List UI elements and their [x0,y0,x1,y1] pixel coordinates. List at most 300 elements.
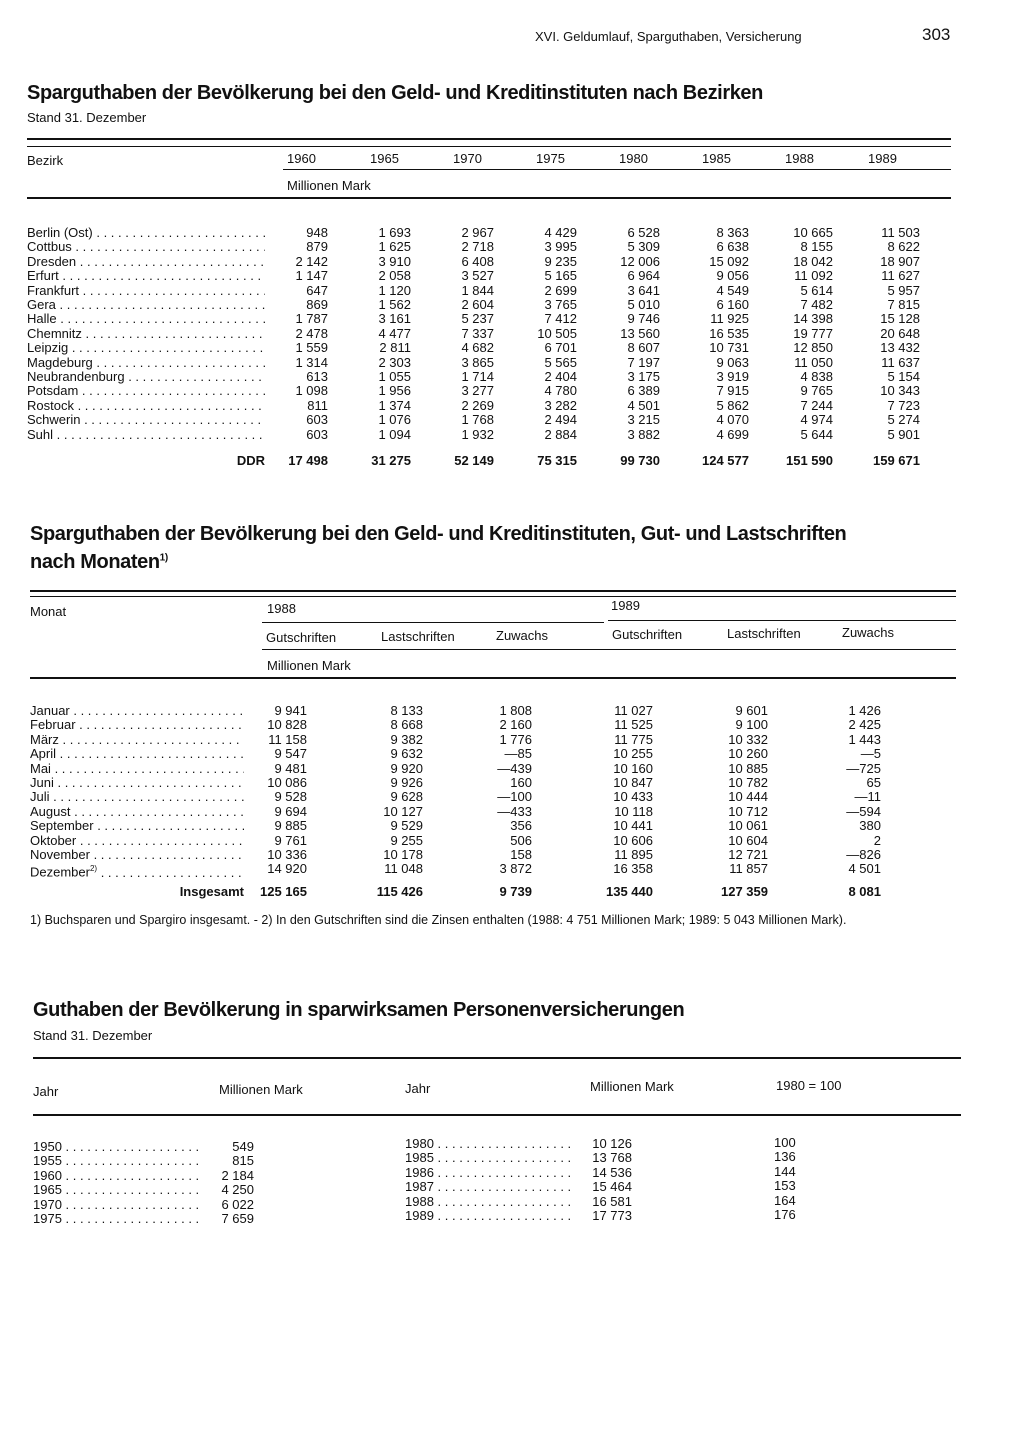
table3-year: 1960 . . . [33,1169,198,1183]
table1-row-label: Berlin (Ost) . . . [27,226,265,240]
table1-row-label: Rostock . . . [27,399,265,413]
table2-cell: 1 426 [848,703,881,718]
table3-year: 1970 . . . [33,1198,198,1212]
table2-year-1989: 1989 [611,598,640,613]
table2-cell: —439 [497,760,532,776]
table2-cell: 9 941 [274,703,307,718]
table2-cell: 9 761 [274,832,307,848]
table2-cell: 10 847 [613,775,653,791]
table2-1989-rule [608,620,956,621]
table1-label-column [27,226,265,442]
table2-cell: —594 [846,803,881,819]
table1-row-label: Erfurt . . . [27,269,265,283]
table2-title-line1: Sparguthaben der Bevölkerung bei den Geld- und Kreditinstituten, Gut- und Lastschriften [30,523,847,545]
table2-top-rule [30,590,956,592]
table1-cell: 603 [306,426,328,442]
table1-cell: 869 [306,297,328,313]
table1-cell: 9 056 [716,268,749,284]
table1-year-header: 1989 [868,151,897,166]
table2-cell: 10 712 [728,803,768,819]
table2-cell: 10 828 [267,717,307,733]
table2-row-label [30,704,244,718]
table3-index: 100 [774,1135,796,1150]
table1-cell: 1 562 [378,297,411,313]
table2-row-label [30,747,244,761]
table1-cell: 11 925 [710,311,749,327]
table1-cell: 10 505 [537,325,577,341]
table1-cell: 5 901 [887,426,920,442]
table2-cell: —100 [497,789,532,805]
table2-subheader: Lastschriften [381,629,455,644]
table2-cell: 9 628 [390,789,423,805]
table3-value: 14 536 [592,1164,632,1180]
table2-cell: 2 160 [499,717,532,733]
table3-year: 1955 . . . [33,1154,198,1168]
table1-cell: 5 274 [887,412,920,428]
table1-cell: 8 363 [716,225,749,240]
table1-cell: 1 147 [295,268,328,284]
table1-row-label: Potsdam . . . [27,384,265,398]
table1-cell: 879 [306,239,328,255]
table1-cell: 5 237 [461,311,494,327]
table1-cell: 1 094 [378,426,411,442]
table2-month: Januar [30,704,70,718]
table2-cell: 10 118 [614,803,653,819]
table1-value-column [659,226,749,442]
table1-bezirk-header: Bezirk [27,153,64,168]
table3-year: 1950 . . . [33,1140,198,1154]
table2-cell: 9 529 [390,818,423,834]
table1-cell: 14 398 [793,311,833,327]
table2-cell: —5 [860,746,881,762]
table1-cell: 5 309 [627,239,660,255]
table2-cell: 16 358 [613,861,653,877]
table2-cell: 11 857 [729,861,768,877]
table1-cell: 6 528 [627,225,660,240]
table1-cell: 603 [306,412,328,428]
table2-cell: 10 782 [728,775,768,791]
table2-subheader: Zuwachs [842,625,895,640]
table1-total-cell: 31 275 [371,453,411,468]
table3-year: 1986 . . . [405,1166,575,1180]
table1-value-column [404,226,494,442]
table1-cell: 1 956 [378,383,411,399]
table1-cell: 10 731 [709,340,749,356]
table1-row-label: Halle . . . [27,312,265,326]
table1-cell: 3 641 [627,282,660,298]
table3-subtitle: Stand 31. Dezember [33,1028,153,1043]
table2-total-cell: 125 165 [260,884,307,899]
table1-cell: 4 477 [378,325,411,341]
table1-cell: 4 549 [716,282,749,298]
table1-cell: 6 389 [627,383,660,399]
table2-total-cell: 8 081 [848,884,881,899]
table1-cell: 3 527 [461,268,494,284]
table1-cell: 4 070 [716,412,749,428]
table2-month: September [30,819,94,834]
table3-header-bottom-rule [33,1114,961,1116]
table1-cell: 3 995 [544,239,577,255]
table1-row-label: Suhl . . . [27,428,265,442]
table1-value-column [830,226,920,442]
table1-cell: 3 175 [627,369,660,385]
table2-cell: 9 926 [390,775,423,791]
table2-cell: 9 920 [390,760,423,776]
table1-cell: 1 559 [295,340,328,356]
table1-value-column [238,226,328,442]
table2-top-rule-thin [30,596,956,597]
page-number: 303 [922,25,951,44]
table1-cell: 1 787 [295,311,328,327]
table2-cell: 10 260 [728,746,768,762]
table2-total-cell: 115 426 [376,884,423,899]
table1-year-header: 1960 [287,151,316,166]
table1-cell: 8 607 [627,340,660,356]
table1-cell: 4 429 [544,225,577,240]
table1-cell: 1 076 [378,412,411,428]
table2-month-footnote-ref: 2) [89,864,98,874]
table1-cell: 4 974 [800,412,833,428]
table1-cell: 1 844 [461,282,494,298]
table1-cell: 5 614 [800,282,833,298]
table1-value-column [570,226,660,442]
table2-cell: 2 425 [848,717,881,733]
table3-header: Jahr [405,1081,431,1096]
table1-cell: 2 884 [544,426,577,442]
table1-cell: 3 919 [716,369,749,385]
table2-value-column [442,704,532,877]
table1-cell: 7 723 [887,397,920,413]
table1-cell: 11 050 [794,354,833,370]
table1-cell: 2 142 [295,253,328,269]
table2-cell: —11 [854,789,881,805]
table2-value-column [678,704,768,877]
table2-cell: 8 133 [390,703,423,718]
table1-cell: 1 374 [378,397,411,413]
table1-cell: 5 010 [627,297,660,313]
table2-footnote: 1) Buchsparen und Spargiro insgesamt. - 2) In den Gutschriften sind die Zinsen enthalten (1988: 4 751 Millionen Mark; 1989: 5 043 Millionen Mark). [30,913,847,927]
table2-row-label [30,834,244,848]
table2-cell: 10 160 [613,760,653,776]
table1-row-label: Cottbus . . . [27,240,265,254]
table1-cell: 7 915 [716,383,749,399]
table1-cell: 7 337 [461,325,494,341]
table2-cell: 9 528 [274,789,307,805]
table1-total-cell: 99 730 [620,453,660,468]
table3-value: 16 581 [592,1193,632,1209]
table3-index: 153 [774,1178,796,1194]
table1-subtitle: Stand 31. Dezember [27,110,147,125]
table1-cell: 5 862 [716,397,749,413]
table2-month: März [30,732,59,747]
table1-cell: 647 [306,282,328,298]
table2-value-column [333,704,423,877]
table1-cell: 2 967 [461,225,494,240]
table1-row-label: Schwerin . . . [27,413,265,427]
table1-cell: 2 058 [378,268,411,284]
table2-title-text: nach Monaten [30,551,160,573]
table2-unit-rule [262,649,956,650]
table2-1988-rule [262,622,604,623]
table1-unit: Millionen Mark [287,178,371,193]
table3-value: 815 [232,1153,254,1169]
table3-right-value-column [542,1137,632,1223]
table1-cell: 11 627 [881,268,920,284]
table1-top-rule [27,138,951,140]
table2-subheader: Gutschriften [266,630,337,645]
table1-cell: 2 699 [544,282,577,298]
table3-value: 10 126 [592,1136,632,1151]
table1-cell: 1 120 [378,282,411,298]
table1-cell: 8 622 [887,239,920,255]
table1-cell: 4 838 [800,369,833,385]
table2-cell: 160 [510,775,532,791]
table2-cell: —85 [504,746,532,762]
running-header: XVI. Geldumlauf, Sparguthaben, Versicherung [535,29,802,44]
table1-cell: 2 478 [295,325,328,341]
table2-cell: 9 255 [390,832,423,848]
table2-total-cell: 135 440 [606,884,653,899]
table1-cell: 4 682 [461,340,494,356]
table2-cell: 10 604 [728,832,768,848]
table2-cell: 10 127 [383,803,423,819]
table1-cell: 2 811 [379,340,411,356]
table1-row-label: Magdeburg . . . [27,356,265,370]
table2-month: August [30,804,71,819]
table2-cell: 11 158 [268,731,307,747]
table2-cell: 11 775 [614,731,653,747]
table3-year: 1975 . . . [33,1212,198,1226]
table1-total-label: DDR [236,453,265,468]
table2-cell: 11 048 [384,861,423,877]
table1-cell: 2 604 [461,297,494,313]
table2-cell: 10 336 [267,847,307,863]
table1-cell: 1 098 [295,383,328,399]
table2-row-label [30,762,244,776]
table2-cell: 11 525 [614,717,653,733]
table1-cell: 3 865 [461,354,494,370]
table2-year-1988: 1988 [267,601,296,616]
table1-cell: 811 [307,397,328,413]
table2-cell: 10 061 [728,818,768,834]
table3-value: 549 [232,1139,254,1154]
table2-cell: —826 [846,847,881,863]
table1-value-column [321,226,411,442]
table1-cell: 2 404 [544,369,577,385]
table1-cell: 1 693 [378,225,411,240]
table1-cell: 3 161 [378,311,411,327]
table2-row-label [30,805,244,819]
table1-cell: 1 768 [461,412,494,428]
table1-cell: 5 565 [544,354,577,370]
table3-value: 6 022 [221,1196,254,1212]
table1-cell: 4 501 [627,397,660,413]
table2-month: Mai [30,761,51,776]
table3-header: 1980 = 100 [776,1078,842,1093]
table2-cell: 11 027 [614,703,653,718]
table1-cell: 11 503 [881,225,920,240]
table3-index: 136 [774,1149,796,1165]
table2-cell: 9 100 [735,717,768,733]
table2-subheader: Gutschriften [612,627,683,642]
table2-cell: 9 885 [274,818,307,834]
table1-cell: 6 160 [716,297,749,313]
table2-cell: 1 776 [499,731,532,747]
table3-value: 15 464 [592,1179,632,1195]
table1-cell: 4 699 [716,426,749,442]
table1-cell: 11 637 [881,354,920,370]
table1-cell: 12 006 [620,253,660,269]
table1-value-column [487,226,577,442]
table2-cell: —433 [497,803,532,819]
table1-total-cell: 159 671 [873,453,920,468]
table2-subheader: Zuwachs [496,628,549,643]
table2-title-line2 [30,551,168,574]
table1-cell: 2 303 [378,354,411,370]
table3-value: 17 773 [592,1208,632,1224]
table2-month: Dezember [30,864,90,880]
table2-cell: 506 [510,832,532,848]
table2-cell: 10 255 [613,746,653,762]
table1-cell: 2 269 [461,397,494,413]
table2-total-label: Insgesamt [179,884,244,899]
table2-cell: 10 178 [383,847,423,863]
table3-value: 4 250 [221,1182,254,1198]
table1-cell: 5 154 [887,369,920,385]
table2-cell: 10 606 [613,832,653,848]
table2-month: Oktober [30,833,77,848]
table1-year-header: 1975 [536,151,565,166]
table1-cell: 5 957 [887,282,920,298]
table3-year: 1987 . . . [405,1180,575,1194]
table2-cell: 65 [866,775,881,791]
table3-year: 1980 . . . [405,1137,575,1151]
table1-row-label: Dresden . . . [27,255,265,269]
table1-cell: 948 [306,225,328,240]
table1-row-label: Leipzig . . . [27,341,265,355]
table1-total-cell: 52 149 [454,453,494,468]
table2-total-cell: 9 739 [499,884,532,899]
table1-cell: 13 560 [620,325,660,341]
table2-cell: —725 [846,760,881,776]
table1-cell: 1 714 [461,369,494,385]
table1-cell: 7 244 [800,397,833,413]
table1-cell: 15 128 [880,311,920,327]
table1-value-column [743,226,833,442]
table2-cell: 356 [510,818,532,834]
table1-total-cell: 75 315 [537,453,577,468]
table1-cell: 18 907 [880,253,920,269]
table1-cell: 10 665 [793,225,833,240]
table1-year-header: 1980 [619,151,648,166]
table3-value: 7 659 [221,1211,254,1227]
table1-cell: 3 910 [378,253,411,269]
table2-cell: 9 382 [390,731,423,747]
table2-row-label [30,862,244,880]
table2-row-label [30,776,244,790]
table3-index: 176 [774,1207,796,1223]
table1-cell: 7 815 [887,297,920,313]
table2-month: November [30,848,90,863]
table3-header: Millionen Mark [219,1082,303,1097]
table2-cell: 14 920 [267,861,307,877]
table2-row-label [30,790,244,804]
table1-cell: 5 165 [544,268,577,284]
table1-cell: 7 197 [627,354,660,370]
table3-title: Guthaben der Bevölkerung in sparwirksamen Personenversicherungen [33,999,685,1021]
table3-top-rule [33,1057,961,1059]
table1-cell: 9 063 [716,354,749,370]
table1-row-label: Frankfurt . . . [27,284,265,298]
table2-cell: 12 721 [728,847,768,863]
table1-cell: 1 932 [461,426,494,442]
table2-month: Juni [30,776,54,791]
table2-cell: 8 668 [390,717,423,733]
table2-cell: 2 [873,832,881,848]
table1-cell: 3 765 [544,297,577,313]
table1-year-header: 1970 [453,151,482,166]
table2-label-column [30,704,244,880]
table1-cell: 1 055 [378,369,411,385]
table3-index-column [774,1136,834,1222]
table3-year: 1988 . . . [405,1195,575,1209]
table3-left-value-column [164,1140,254,1226]
table1-cell: 3 282 [544,397,577,413]
table2-subheader: Lastschriften [727,626,801,641]
table3-year: 1965 . . . [33,1183,198,1197]
table2-cell: 380 [859,818,881,834]
table3-year: 1985 . . . [405,1151,575,1165]
table1-cell: 7 482 [800,297,833,313]
table1-cell: 6 638 [716,239,749,255]
table2-cell: 1 443 [848,731,881,747]
table1-cell: 6 964 [627,268,660,284]
table1-cell: 13 432 [880,340,920,356]
table1-cell: 2 718 [461,239,494,255]
table2-cell: 10 433 [613,789,653,805]
table2-month: April [30,747,57,762]
table3-header: Jahr [33,1084,59,1099]
table3-value: 13 768 [592,1150,632,1166]
table1-cell: 20 648 [880,325,920,341]
table1-unit-rule [283,169,951,170]
table1-title: Sparguthaben der Bevölkerung bei den Geld- und Kreditinstituten nach Bezirken [27,82,763,104]
table2-cell: 1 808 [499,703,532,718]
table3-header: Millionen Mark [590,1079,674,1094]
table1-cell: 16 535 [709,325,749,341]
table1-total-cell: 17 498 [288,453,328,468]
table1-cell: 613 [306,369,328,385]
table1-year-header: 1965 [370,151,399,166]
table2-cell: 9 632 [390,746,423,762]
table2-header-bottom-rule [30,677,956,679]
table1-year-header: 1985 [702,151,731,166]
table1-cell: 2 494 [544,412,577,428]
table1-top-rule-thin [27,146,951,147]
table1-cell: 6 408 [461,253,494,269]
table1-cell: 8 155 [800,239,833,255]
table2-monat-header: Monat [30,604,67,619]
table1-header-bottom-rule [27,197,951,199]
table1-total-cell: 124 577 [702,453,749,468]
table3-index: 144 [774,1163,796,1179]
table2-cell: 11 895 [614,847,653,863]
table1-row-label: Chemnitz . . . [27,327,265,341]
table1-cell: 11 092 [794,268,833,284]
table2-row-label [30,718,244,732]
table2-cell: 158 [510,847,532,863]
table2-cell: 10 441 [613,818,653,834]
